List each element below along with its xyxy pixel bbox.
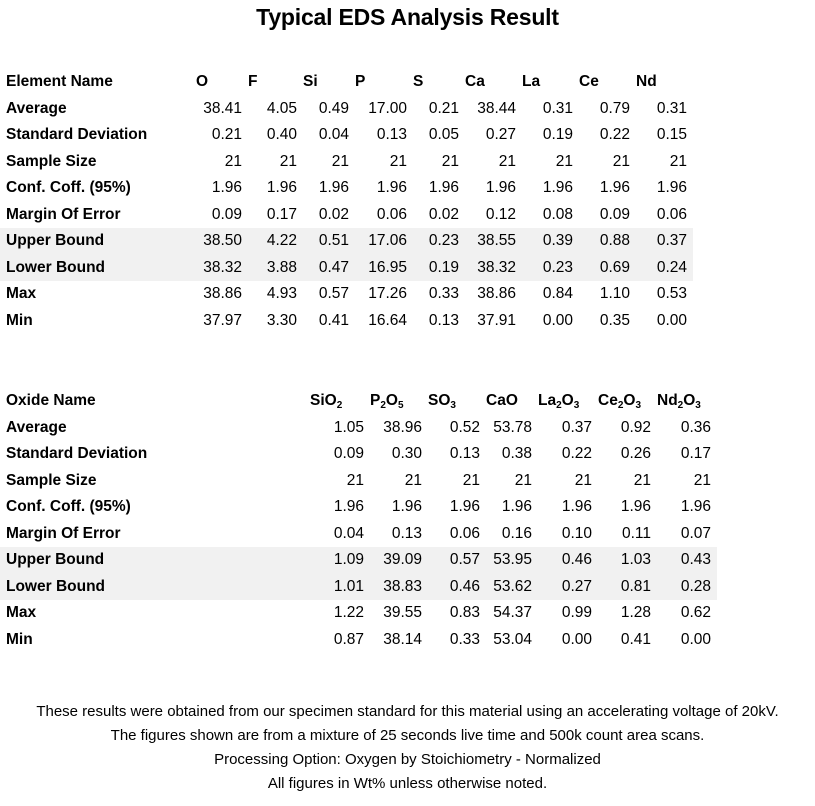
table-cell: 0.15 bbox=[656, 126, 687, 143]
table-cell: 38.83 bbox=[370, 574, 428, 601]
column-header: O bbox=[196, 73, 209, 90]
table-cell: 0.26 bbox=[620, 445, 651, 462]
table-row bbox=[0, 441, 717, 468]
row-label: Average bbox=[6, 418, 67, 436]
table-cell: 0.41 bbox=[318, 311, 349, 329]
formula-part: P bbox=[370, 392, 381, 409]
table-cell: 0.22 bbox=[599, 126, 630, 143]
column-header bbox=[428, 388, 486, 415]
table-cell: 21 bbox=[669, 152, 687, 170]
table-cell: 0.83 bbox=[449, 604, 480, 621]
row-label: Average bbox=[6, 99, 67, 117]
table-cell: 0.35 bbox=[599, 311, 630, 329]
table-cell: 21 bbox=[279, 152, 297, 170]
table-cell: 21 bbox=[514, 471, 532, 489]
table-cell: 0.10 bbox=[561, 524, 592, 542]
table-cell: 0.57 bbox=[318, 285, 349, 302]
table-cell: 1.09 bbox=[310, 547, 370, 574]
footer-line: Processing Option: Oxygen by Stoichiometry - Normalized bbox=[214, 751, 601, 768]
table-cell: 1.96 bbox=[376, 179, 407, 196]
formula-part: O bbox=[385, 392, 398, 409]
element-table bbox=[0, 69, 693, 334]
table-cell: 0.17 bbox=[680, 445, 711, 462]
column-header: La bbox=[522, 73, 541, 90]
table-cell: 0.47 bbox=[303, 255, 355, 282]
table-cell: 0.00 bbox=[542, 311, 573, 329]
table-cell: 0.02 bbox=[428, 205, 459, 223]
table-row bbox=[0, 600, 717, 627]
formula-part: Nd bbox=[657, 392, 678, 409]
table-cell: 53.95 bbox=[486, 547, 538, 574]
column-header: Si bbox=[303, 73, 318, 90]
table-cell: 0.37 bbox=[636, 228, 693, 255]
formula-part: Ce bbox=[598, 392, 618, 409]
table-cell: 21 bbox=[498, 152, 516, 170]
oxide-header-label: Oxide Name bbox=[6, 392, 96, 409]
table-cell: 0.17 bbox=[266, 205, 297, 223]
table-cell: 0.19 bbox=[542, 126, 573, 143]
table-cell: 21 bbox=[389, 152, 407, 170]
table-cell: 0.33 bbox=[449, 630, 480, 648]
table-cell: 38.96 bbox=[383, 418, 422, 436]
table-cell: 21 bbox=[404, 471, 422, 489]
table-cell: 4.22 bbox=[248, 228, 303, 255]
table-cell: 1.96 bbox=[656, 179, 687, 196]
table-cell: 38.86 bbox=[203, 285, 242, 302]
table-cell: 38.32 bbox=[196, 255, 248, 282]
table-cell: 0.57 bbox=[428, 547, 486, 574]
table-cell: 38.86 bbox=[477, 285, 516, 302]
column-header: P bbox=[355, 73, 366, 90]
table-row bbox=[0, 521, 717, 548]
table-cell: 0.23 bbox=[413, 228, 465, 255]
table-cell: 1.96 bbox=[449, 498, 480, 515]
formula-part: O bbox=[683, 392, 696, 409]
row-label: Sample Size bbox=[6, 152, 97, 170]
table-cell: 39.09 bbox=[370, 547, 428, 574]
table-cell: 0.21 bbox=[428, 99, 459, 117]
table-cell: 0.19 bbox=[413, 255, 465, 282]
table-cell: 38.44 bbox=[477, 99, 516, 117]
formula-part: La bbox=[538, 392, 557, 409]
row-label: Max bbox=[6, 285, 37, 302]
table-cell: 1.22 bbox=[333, 604, 364, 621]
table-cell: 1.28 bbox=[620, 604, 651, 621]
table-cell: 0.31 bbox=[542, 99, 573, 117]
table-cell: 21 bbox=[441, 152, 459, 170]
row-label: Standard Deviation bbox=[6, 126, 148, 143]
table-cell: 38.55 bbox=[465, 228, 522, 255]
table-cell: 0.09 bbox=[599, 205, 630, 223]
table-cell: 1.96 bbox=[318, 179, 349, 196]
table-cell: 1.96 bbox=[680, 498, 711, 515]
table-cell: 38.14 bbox=[383, 630, 422, 648]
table-cell: 0.53 bbox=[656, 285, 687, 302]
table-row bbox=[0, 574, 717, 601]
table-cell: 1.96 bbox=[211, 179, 242, 196]
column-header: Nd bbox=[636, 73, 657, 90]
table-cell: 3.30 bbox=[266, 311, 297, 329]
page-title: Typical EDS Analysis Result bbox=[256, 4, 559, 30]
formula-part: 2 bbox=[380, 400, 386, 411]
row-label: Min bbox=[6, 311, 33, 329]
table-cell: 1.96 bbox=[266, 179, 297, 196]
table-cell: 0.92 bbox=[620, 418, 651, 436]
table-cell: 39.55 bbox=[383, 604, 422, 621]
footer-line: The figures shown are from a mixture of 25 seconds live time and 500k count area scans. bbox=[110, 727, 705, 744]
table-cell: 38.41 bbox=[203, 99, 242, 117]
table-cell: 0.31 bbox=[656, 99, 687, 117]
table-row bbox=[0, 175, 693, 202]
table-cell: 0.41 bbox=[620, 630, 651, 648]
table-row bbox=[0, 281, 693, 308]
table-cell: 0.02 bbox=[318, 205, 349, 223]
table-cell: 0.13 bbox=[376, 126, 407, 143]
formula-part: 2 bbox=[677, 400, 684, 411]
table-cell: 17.00 bbox=[368, 99, 407, 117]
table-cell: 0.40 bbox=[266, 126, 297, 143]
table-row bbox=[0, 149, 693, 176]
table-cell: 0.12 bbox=[485, 205, 516, 223]
table-cell: 16.64 bbox=[368, 311, 407, 329]
column-header: F bbox=[248, 73, 258, 90]
table-cell: 21 bbox=[633, 471, 651, 489]
table-cell: 0.09 bbox=[333, 445, 364, 462]
table-cell: 0.52 bbox=[449, 418, 480, 436]
table-cell: 1.01 bbox=[310, 574, 370, 601]
table-cell: 0.04 bbox=[318, 126, 349, 143]
element-header-label: Element Name bbox=[6, 73, 113, 90]
table-cell: 16.95 bbox=[355, 255, 413, 282]
table-cell: 17.26 bbox=[368, 285, 407, 302]
table-cell: 0.04 bbox=[333, 524, 364, 542]
table-cell: 0.49 bbox=[318, 99, 349, 117]
row-label: Conf. Coff. (95%) bbox=[6, 498, 131, 515]
table-cell: 0.09 bbox=[211, 205, 242, 223]
table-cell: 1.96 bbox=[428, 179, 459, 196]
table-cell: 0.05 bbox=[428, 126, 459, 143]
row-label: Upper Bound bbox=[0, 228, 196, 255]
table-cell: 0.06 bbox=[376, 205, 407, 223]
table-row bbox=[0, 494, 717, 521]
table-cell: 21 bbox=[555, 152, 573, 170]
formula-part: 2 bbox=[336, 400, 343, 411]
table-row bbox=[0, 415, 717, 442]
table-cell: 37.91 bbox=[477, 311, 516, 329]
row-label: Lower Bound bbox=[0, 255, 196, 282]
table-cell: 3.88 bbox=[248, 255, 303, 282]
table-cell: 4.05 bbox=[266, 99, 297, 117]
table-cell: 1.05 bbox=[333, 418, 364, 436]
table-cell: 0.13 bbox=[391, 524, 422, 542]
table-cell: 0.81 bbox=[598, 574, 657, 601]
table-cell: 0.27 bbox=[485, 126, 516, 143]
table-cell: 4.93 bbox=[266, 285, 297, 302]
formula-part: 5 bbox=[397, 400, 404, 411]
table-cell: 53.04 bbox=[493, 630, 532, 648]
table-cell: 1.96 bbox=[333, 498, 364, 515]
table-row bbox=[0, 627, 717, 654]
table-cell: 0.51 bbox=[303, 228, 355, 255]
table-cell: 1.10 bbox=[599, 285, 630, 302]
table-cell: 1.96 bbox=[599, 179, 630, 196]
table-cell: 0.38 bbox=[501, 445, 532, 462]
table-cell: 0.00 bbox=[680, 630, 711, 648]
formula-part: CaO bbox=[486, 392, 518, 409]
table-cell: 0.69 bbox=[579, 255, 636, 282]
table-row bbox=[0, 308, 693, 335]
column-header bbox=[370, 388, 428, 415]
table-cell: 0.88 bbox=[579, 228, 636, 255]
row-label: Max bbox=[6, 604, 37, 621]
column-header: Ce bbox=[579, 73, 599, 90]
table-row bbox=[0, 122, 693, 149]
formula-part: 2 bbox=[617, 400, 624, 411]
table-cell: 0.36 bbox=[680, 418, 711, 436]
row-label: Margin Of Error bbox=[6, 205, 121, 223]
row-label: Standard Deviation bbox=[6, 445, 148, 462]
column-header bbox=[657, 388, 717, 415]
table-cell: 21 bbox=[224, 152, 242, 170]
table-cell: 0.16 bbox=[501, 524, 532, 542]
row-label: Lower Bound bbox=[0, 574, 310, 601]
column-header: S bbox=[413, 73, 424, 90]
table-cell: 1.96 bbox=[620, 498, 651, 515]
column-header bbox=[486, 388, 538, 415]
oxide-header-row bbox=[0, 388, 717, 415]
table-cell: 21 bbox=[462, 471, 480, 489]
footer-line: These results were obtained from our specimen standard for this material using an accelerating voltage of 20kV. bbox=[36, 703, 779, 720]
table-row bbox=[0, 228, 693, 255]
column-header: Ca bbox=[465, 73, 485, 90]
table-row bbox=[0, 96, 693, 123]
table-cell: 1.96 bbox=[542, 179, 573, 196]
table-cell: 0.33 bbox=[428, 285, 459, 302]
table-row bbox=[0, 255, 693, 282]
table-cell: 0.79 bbox=[599, 99, 630, 117]
formula-part: SiO bbox=[310, 392, 337, 409]
formula-part: 3 bbox=[450, 400, 456, 411]
table-row bbox=[0, 202, 693, 229]
row-label: Min bbox=[6, 630, 33, 648]
table-cell: 0.84 bbox=[542, 285, 573, 302]
table-cell: 21 bbox=[693, 471, 711, 489]
table-cell: 0.99 bbox=[561, 604, 592, 621]
table-cell: 0.08 bbox=[542, 205, 573, 223]
formula-part: 3 bbox=[635, 400, 642, 411]
footer-line: All figures in Wt% unless otherwise noted. bbox=[267, 775, 548, 792]
table-cell: 0.39 bbox=[522, 228, 579, 255]
formula-part: 2 bbox=[556, 400, 562, 411]
table-cell: 21 bbox=[574, 471, 592, 489]
row-label: Margin Of Error bbox=[6, 524, 121, 542]
table-cell: 0.87 bbox=[333, 630, 364, 648]
table-cell: 0.13 bbox=[449, 445, 480, 462]
column-header bbox=[310, 388, 370, 415]
table-cell: 0.62 bbox=[680, 604, 711, 621]
table-cell: 53.62 bbox=[486, 574, 538, 601]
table-cell: 0.06 bbox=[449, 524, 480, 542]
table-cell: 38.32 bbox=[465, 255, 522, 282]
table-cell: 1.03 bbox=[598, 547, 657, 574]
formula-part: 3 bbox=[695, 400, 701, 411]
table-cell: 0.27 bbox=[538, 574, 598, 601]
table-cell: 0.43 bbox=[657, 547, 717, 574]
table-cell: 0.30 bbox=[391, 445, 422, 462]
formula-part: O bbox=[561, 392, 574, 409]
oxide-table bbox=[0, 388, 717, 653]
table-cell: 37.97 bbox=[203, 311, 242, 329]
table-row bbox=[0, 547, 717, 574]
table-cell: 0.00 bbox=[656, 311, 687, 329]
table-cell: 0.11 bbox=[621, 524, 651, 542]
table-cell: 1.96 bbox=[485, 179, 516, 196]
row-label: Conf. Coff. (95%) bbox=[6, 179, 131, 196]
table-cell: 38.50 bbox=[196, 228, 248, 255]
formula-part: O bbox=[623, 392, 636, 409]
table-cell: 0.21 bbox=[211, 126, 242, 143]
table-cell: 0.06 bbox=[656, 205, 687, 223]
table-cell: 21 bbox=[331, 152, 349, 170]
table-cell: 1.96 bbox=[501, 498, 532, 515]
table-cell: 1.96 bbox=[391, 498, 422, 515]
table-cell: 0.28 bbox=[657, 574, 717, 601]
column-header bbox=[538, 388, 598, 415]
table-cell: 0.07 bbox=[680, 524, 711, 542]
table-cell: 0.23 bbox=[522, 255, 579, 282]
table-cell: 0.37 bbox=[561, 418, 592, 436]
table-cell: 0.00 bbox=[561, 630, 592, 648]
row-label: Sample Size bbox=[6, 471, 97, 489]
element-header-row bbox=[0, 69, 693, 96]
table-cell: 0.22 bbox=[561, 445, 592, 462]
formula-part: SO bbox=[428, 392, 451, 409]
formula-part: 3 bbox=[573, 400, 580, 411]
table-cell: 53.78 bbox=[493, 418, 532, 436]
table-row bbox=[0, 468, 717, 495]
table-cell: 0.13 bbox=[428, 311, 459, 329]
row-label: Upper Bound bbox=[0, 547, 310, 574]
column-header bbox=[598, 388, 657, 415]
table-cell: 0.24 bbox=[636, 255, 693, 282]
table-cell: 0.46 bbox=[428, 574, 486, 601]
table-cell: 1.96 bbox=[561, 498, 592, 515]
table-cell: 21 bbox=[346, 471, 364, 489]
table-cell: 17.06 bbox=[355, 228, 413, 255]
table-cell: 0.46 bbox=[538, 547, 598, 574]
table-cell: 21 bbox=[612, 152, 630, 170]
table-cell: 54.37 bbox=[493, 604, 532, 621]
footer-notes bbox=[0, 700, 815, 796]
